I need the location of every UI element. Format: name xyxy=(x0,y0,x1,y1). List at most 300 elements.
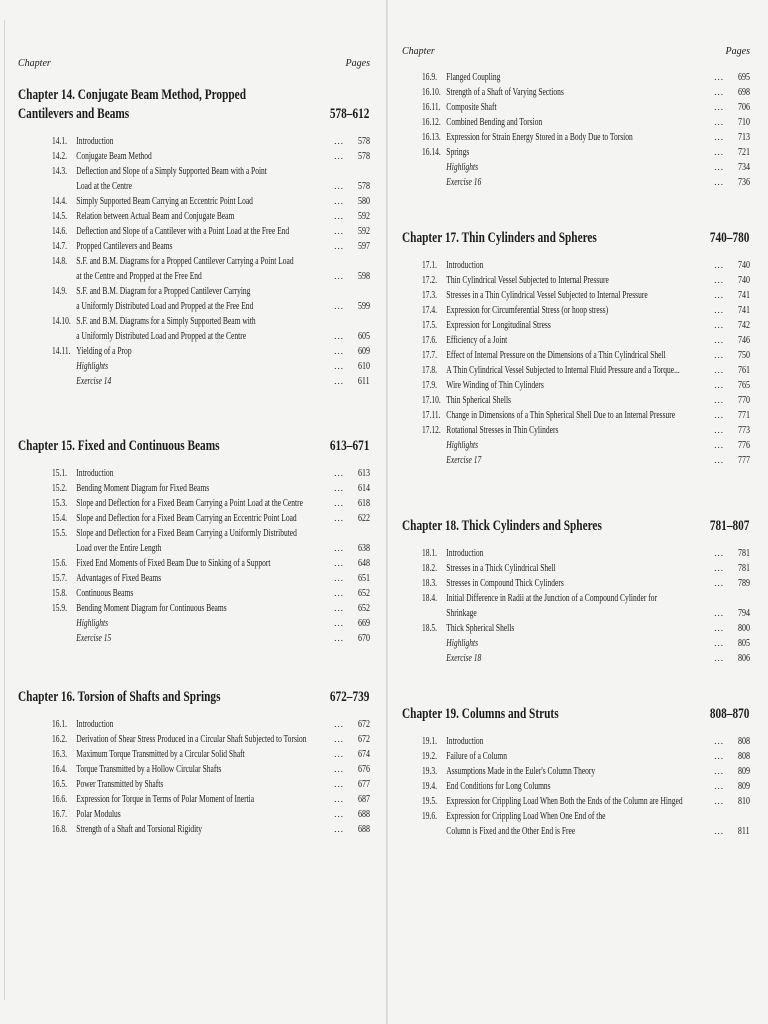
page-number: 800 xyxy=(738,623,750,634)
toc-entry xyxy=(52,556,370,571)
section-number: 16.4. xyxy=(52,764,68,775)
section-title: Effect of Internal Pressure on the Dimensions of a Thin Cylindrical Shell xyxy=(446,350,666,361)
toc-entry-text xyxy=(422,303,750,318)
section-number: 16.1. xyxy=(52,719,68,730)
chapter-block xyxy=(18,86,370,389)
page-number: 610 xyxy=(358,361,370,372)
toc-entry-text xyxy=(422,100,750,115)
chapter-label: Chapter xyxy=(402,46,435,57)
section-title: Exercise 15 xyxy=(76,633,112,644)
chapter-title: Chapter 17. Thin Cylinders and Spheres xyxy=(402,230,597,246)
leader-dots: ... xyxy=(714,781,724,791)
section-number: 15.7. xyxy=(52,573,68,584)
page-number: 761 xyxy=(738,365,750,376)
chapter-title: Chapter 15. Fixed and Continuous Beams xyxy=(18,438,220,454)
leader-dots: ... xyxy=(334,181,344,191)
chapter-page-range: 578–612 xyxy=(329,106,370,122)
leader-dots: ... xyxy=(334,241,344,251)
toc-entry xyxy=(52,807,370,822)
leader-dots: ... xyxy=(714,380,724,390)
toc-entry xyxy=(422,175,750,190)
toc-entry xyxy=(52,481,370,496)
toc-entry-text xyxy=(422,636,750,651)
toc-entry xyxy=(422,621,750,636)
toc-entry-text xyxy=(422,258,750,273)
page-number: 670 xyxy=(358,633,370,644)
toc-entry xyxy=(52,496,370,511)
toc-entry xyxy=(52,149,370,164)
leader-dots: ... xyxy=(714,162,724,172)
section-number: 18.1. xyxy=(422,548,438,559)
page-number: 578 xyxy=(358,151,370,162)
page-number: 611 xyxy=(358,376,370,387)
toc-entry xyxy=(422,453,750,468)
section-number: 19.6. xyxy=(422,811,438,822)
scan-edge xyxy=(4,20,5,1000)
page-number: 765 xyxy=(738,380,750,391)
page-number: 698 xyxy=(738,87,750,98)
toc-entry xyxy=(422,734,750,749)
leader-dots: ... xyxy=(714,102,724,112)
leader-dots: ... xyxy=(714,751,724,761)
page-number: 592 xyxy=(358,211,370,222)
toc-entry xyxy=(422,115,750,130)
section-number: 15.8. xyxy=(52,588,68,599)
toc-entry xyxy=(422,809,750,839)
section-title: Introduction xyxy=(76,468,114,479)
leader-dots: ... xyxy=(714,563,724,573)
section-title: Exercise 16 xyxy=(446,177,482,188)
page-number: 736 xyxy=(738,177,750,188)
leader-dots: ... xyxy=(334,779,344,789)
chapter-page-range: 613–671 xyxy=(329,438,370,454)
section-number: 19.5. xyxy=(422,796,438,807)
page-number: 677 xyxy=(358,779,370,790)
toc-entry-text xyxy=(422,749,750,764)
toc-entry-text xyxy=(52,732,370,747)
toc-entry xyxy=(52,601,370,616)
leader-dots: ... xyxy=(714,638,724,648)
toc-entry-text xyxy=(52,466,370,481)
toc-entry xyxy=(422,764,750,779)
leader-dots: ... xyxy=(334,603,344,613)
leader-dots: ... xyxy=(714,548,724,558)
section-title-continued: Column is Fixed and the Other End is Free xyxy=(446,826,576,837)
chapter-title: Chapter 14. Conjugate Beam Method, Propped Cantilevers and Beams xyxy=(18,87,246,122)
toc-entry-text xyxy=(422,453,750,468)
section-title: Conjugate Beam Method xyxy=(76,151,152,162)
section-title-continued: Shrinkage xyxy=(446,608,477,619)
toc-entry xyxy=(422,145,750,160)
page-number: 741 xyxy=(738,290,750,301)
section-title: Expression for Strain Energy Stored in a Body Due to Torsion xyxy=(446,132,633,143)
page-number: 713 xyxy=(738,132,750,143)
section-number: 17.2. xyxy=(422,275,438,286)
leader-dots: ... xyxy=(714,736,724,746)
toc-entry xyxy=(52,134,370,149)
section-number: 17.11. xyxy=(422,410,441,421)
section-title: Bending Moment Diagram for Continuous Beams xyxy=(76,603,227,614)
page-number: 578 xyxy=(358,136,370,147)
leader-dots: ... xyxy=(334,543,344,553)
section-number: 14.8. xyxy=(52,256,68,267)
section-title: Expression for Longitudinal Stress xyxy=(446,320,551,331)
page-number: 618 xyxy=(358,498,370,509)
toc-entry-text xyxy=(422,546,750,561)
page-number: 710 xyxy=(738,117,750,128)
toc-entry-text xyxy=(422,273,750,288)
section-title: Exercise 17 xyxy=(446,455,482,466)
section-number: 14.11. xyxy=(52,346,71,357)
section-list xyxy=(402,546,750,666)
leader-dots: ... xyxy=(334,719,344,729)
toc-entry xyxy=(422,546,750,561)
section-title: Exercise 14 xyxy=(76,376,112,387)
chapter-title: Chapter 19. Columns and Struts xyxy=(402,706,559,722)
leader-dots: ... xyxy=(714,425,724,435)
leader-dots: ... xyxy=(714,350,724,360)
toc-entry-text xyxy=(52,164,370,194)
section-title: Thick Spherical Shells xyxy=(446,623,515,634)
chapter-title: Chapter 16. Torsion of Shafts and Springs xyxy=(18,689,221,705)
leader-dots: ... xyxy=(334,271,344,281)
chapter-heading xyxy=(402,705,749,724)
toc-entry-text xyxy=(52,571,370,586)
leader-dots: ... xyxy=(334,588,344,598)
section-number: 17.6. xyxy=(422,335,438,346)
leader-dots: ... xyxy=(714,455,724,465)
leader-dots: ... xyxy=(334,809,344,819)
section-title: Assumptions Made in the Euler's Column Theory xyxy=(446,766,596,777)
section-title: Slope and Deflection for a Fixed Beam Carrying a Point Load at the Centre xyxy=(76,498,303,509)
section-number: 16.14. xyxy=(422,147,441,158)
toc-entry-text xyxy=(52,134,370,149)
toc-entry-text xyxy=(52,601,370,616)
leader-dots: ... xyxy=(714,766,724,776)
section-title: Yielding of a Prop xyxy=(76,346,132,357)
page-number: 773 xyxy=(738,425,750,436)
leader-dots: ... xyxy=(714,305,724,315)
page-number: 578 xyxy=(358,181,370,192)
toc-entry-text xyxy=(422,130,750,145)
section-title: Flanged Coupling xyxy=(446,72,501,83)
toc-entry-text xyxy=(422,115,750,130)
toc-entry-text xyxy=(422,779,750,794)
leader-dots: ... xyxy=(334,211,344,221)
page-number: 776 xyxy=(738,440,750,451)
section-title: Torque Transmitted by a Hollow Circular Shafts xyxy=(76,764,222,775)
section-title-continued: a Uniformly Distributed Load and Propped at the Free End xyxy=(76,301,254,312)
section-title: Simply Supported Beam Carrying an Eccentric Point Load xyxy=(76,196,253,207)
section-number: 18.4. xyxy=(422,593,438,604)
toc-entry-text xyxy=(52,717,370,732)
section-title-continued: Load at the Centre xyxy=(76,181,132,192)
page-number: 706 xyxy=(738,102,750,113)
leader-dots: ... xyxy=(334,136,344,146)
toc-entry xyxy=(52,284,370,314)
toc-entry xyxy=(52,777,370,792)
section-number: 16.3. xyxy=(52,749,68,760)
leader-dots: ... xyxy=(714,177,724,187)
page-number: 605 xyxy=(358,331,370,342)
leader-dots: ... xyxy=(334,151,344,161)
toc-entry-text xyxy=(422,561,750,576)
leader-dots: ... xyxy=(334,794,344,804)
toc-entry xyxy=(422,779,750,794)
toc-entry xyxy=(422,408,750,423)
toc-entry-text xyxy=(52,284,370,314)
page-number: 687 xyxy=(358,794,370,805)
section-list xyxy=(402,258,750,468)
section-number: 15.3. xyxy=(52,498,68,509)
section-title: Exercise 18 xyxy=(446,653,482,664)
toc-entry-text xyxy=(52,374,370,389)
leader-dots: ... xyxy=(714,132,724,142)
leader-dots: ... xyxy=(714,608,724,618)
leader-dots: ... xyxy=(334,734,344,744)
chapter-label: Chapter xyxy=(18,58,51,69)
page-number: 771 xyxy=(738,410,750,421)
toc-entry-text xyxy=(422,591,750,621)
toc-entry xyxy=(52,747,370,762)
page-number: 651 xyxy=(358,573,370,584)
toc-entry xyxy=(52,717,370,732)
leader-dots: ... xyxy=(714,290,724,300)
section-title: Introduction xyxy=(76,136,114,147)
toc-entry xyxy=(422,636,750,651)
section-number: 17.7. xyxy=(422,350,438,361)
page-number: 721 xyxy=(738,147,750,158)
section-number: 19.2. xyxy=(422,751,438,762)
toc-entry-text xyxy=(422,378,750,393)
toc-entry xyxy=(52,732,370,747)
section-number: 15.5. xyxy=(52,528,68,539)
section-title: Stresses in Compound Thick Cylinders xyxy=(446,578,564,589)
section-list xyxy=(402,734,750,839)
toc-entry-text xyxy=(52,631,370,646)
toc-entry-text xyxy=(422,393,750,408)
toc-entry-text xyxy=(422,363,750,378)
section-number: 14.4. xyxy=(52,196,68,207)
section-number: 17.4. xyxy=(422,305,438,316)
chapter-page-range: 781–807 xyxy=(709,518,750,534)
toc-entry xyxy=(52,511,370,526)
toc-entry xyxy=(422,591,750,621)
leader-dots: ... xyxy=(334,513,344,523)
toc-entry xyxy=(52,762,370,777)
column-header xyxy=(402,46,750,57)
leader-dots: ... xyxy=(714,365,724,375)
section-title: Highlights xyxy=(76,361,109,372)
section-title: Strength of a Shaft and Torsional Rigidity xyxy=(76,824,203,835)
toc-entry xyxy=(52,314,370,344)
page-number: 770 xyxy=(738,395,750,406)
left-page xyxy=(18,0,370,1024)
toc-entry-text xyxy=(52,359,370,374)
toc-entry xyxy=(52,359,370,374)
leader-dots: ... xyxy=(714,275,724,285)
toc-entry-text xyxy=(422,160,750,175)
book-gutter xyxy=(386,0,388,1024)
leader-dots: ... xyxy=(714,796,724,806)
section-title: Change in Dimensions of a Thin Spherical Shell Due to an Internal Pressure xyxy=(446,410,676,421)
page-number: 741 xyxy=(738,305,750,316)
section-number: 14.10. xyxy=(52,316,71,327)
section-number: 14.5. xyxy=(52,211,68,222)
section-number: 16.11. xyxy=(422,102,441,113)
toc-entry xyxy=(52,344,370,359)
toc-entry xyxy=(422,438,750,453)
toc-entry-text xyxy=(422,764,750,779)
toc-entry-text xyxy=(52,747,370,762)
leader-dots: ... xyxy=(714,826,724,836)
pages-label: Pages xyxy=(345,58,370,69)
toc-entry xyxy=(422,348,750,363)
leader-dots: ... xyxy=(334,226,344,236)
chapter-page-range: 672–739 xyxy=(329,689,370,705)
toc-entry xyxy=(422,576,750,591)
chapter-block xyxy=(18,437,370,646)
toc-entry xyxy=(52,164,370,194)
section-number: 14.9. xyxy=(52,286,68,297)
page-number: 740 xyxy=(738,260,750,271)
toc-entry xyxy=(422,70,750,85)
leader-dots: ... xyxy=(334,764,344,774)
section-number: 16.7. xyxy=(52,809,68,820)
toc-entry xyxy=(52,209,370,224)
leader-dots: ... xyxy=(334,749,344,759)
right-page xyxy=(402,0,750,1024)
chapter-block xyxy=(402,517,750,666)
chapter-heading xyxy=(402,229,749,248)
section-title: Stresses in a Thin Cylindrical Vessel Subjected to Internal Pressure xyxy=(446,290,648,301)
toc-entry xyxy=(52,239,370,254)
toc-entry xyxy=(422,160,750,175)
toc-entry xyxy=(52,571,370,586)
page-number: 811 xyxy=(738,826,750,837)
section-title: Introduction xyxy=(76,719,114,730)
section-title: Initial Difference in Radii at the Junction of a Compound Cylinder for xyxy=(446,593,657,604)
section-number: 14.3. xyxy=(52,166,68,177)
toc-entry-text xyxy=(422,734,750,749)
section-title: Stresses in a Thick Cylindrical Shell xyxy=(446,563,556,574)
section-title: Power Transmitted by Shafts xyxy=(76,779,164,790)
section-title: Relation between Actual Beam and Conjugate Beam xyxy=(76,211,235,222)
leader-dots: ... xyxy=(334,196,344,206)
page-number: 597 xyxy=(358,241,370,252)
toc-entry-text xyxy=(52,616,370,631)
toc-entry xyxy=(422,85,750,100)
page-number: 638 xyxy=(358,543,370,554)
section-title: A Thin Cylindrical Vessel Subjected to Internal Fluid Pressure and a Torque... xyxy=(446,365,680,376)
section-title: Highlights xyxy=(446,162,479,173)
toc-entry xyxy=(52,631,370,646)
toc-entry xyxy=(422,303,750,318)
section-title: Advantages of Fixed Beams xyxy=(76,573,162,584)
pages-label: Pages xyxy=(725,46,750,57)
chapter-heading xyxy=(18,688,369,707)
section-title: Highlights xyxy=(76,618,109,629)
toc-entry-text xyxy=(422,438,750,453)
leader-dots: ... xyxy=(334,376,344,386)
section-title: Introduction xyxy=(446,736,484,747)
toc-entry-text xyxy=(52,496,370,511)
toc-entry-text xyxy=(52,224,370,239)
section-title-continued: Load over the Entire Length xyxy=(76,543,162,554)
leader-dots: ... xyxy=(714,260,724,270)
toc-entry xyxy=(422,363,750,378)
page-number: 810 xyxy=(738,796,750,807)
leader-dots: ... xyxy=(334,361,344,371)
toc-entry xyxy=(422,333,750,348)
toc-entry-text xyxy=(52,556,370,571)
chapter-page-range: 740–780 xyxy=(709,230,750,246)
section-title: Deflection and Slope of a Cantilever with a Point Load at the Free End xyxy=(76,226,290,237)
toc-entry xyxy=(52,466,370,481)
section-number: 14.1. xyxy=(52,136,68,147)
toc-entry-text xyxy=(52,239,370,254)
toc-entry-text xyxy=(422,809,750,839)
chapter-page-range: 808–870 xyxy=(709,706,750,722)
page-number: 806 xyxy=(738,653,750,664)
toc-entry xyxy=(422,749,750,764)
toc-entry xyxy=(422,393,750,408)
toc-entry-text xyxy=(422,621,750,636)
leader-dots: ... xyxy=(714,653,724,663)
section-title: Failure of a Column xyxy=(446,751,507,762)
leader-dots: ... xyxy=(714,410,724,420)
toc-entry-text xyxy=(52,586,370,601)
toc-entry xyxy=(422,651,750,666)
page-number: 652 xyxy=(358,603,370,614)
page-number: 740 xyxy=(738,275,750,286)
leader-dots: ... xyxy=(714,87,724,97)
leader-dots: ... xyxy=(714,320,724,330)
leader-dots: ... xyxy=(334,558,344,568)
page-number: 734 xyxy=(738,162,750,173)
section-title-continued: a Uniformly Distributed Load and Propped at the Centre xyxy=(76,331,247,342)
page-number: 613 xyxy=(358,468,370,479)
leader-dots: ... xyxy=(714,72,724,82)
section-number: 17.8. xyxy=(422,365,438,376)
toc-entry-text xyxy=(52,822,370,837)
toc-entry-text xyxy=(422,318,750,333)
section-title: Deflection and Slope of a Simply Supported Beam with a Point xyxy=(76,166,267,177)
leader-dots: ... xyxy=(714,578,724,588)
toc-entry-text xyxy=(52,777,370,792)
page-number: 609 xyxy=(358,346,370,357)
section-title: Expression for Torque in Terms of Polar Moment of Inertia xyxy=(76,794,255,805)
toc-entry-text xyxy=(52,526,370,556)
section-title: Composite Shaft xyxy=(446,102,497,113)
section-number: 18.2. xyxy=(422,563,438,574)
toc-entry-text xyxy=(422,408,750,423)
chapter-title: Chapter 18. Thick Cylinders and Spheres xyxy=(402,518,602,534)
leader-dots: ... xyxy=(714,623,724,633)
section-number: 17.12. xyxy=(422,425,441,436)
page-number: 669 xyxy=(358,618,370,629)
toc-entry xyxy=(52,374,370,389)
section-title: Maximum Torque Transmitted by a Circular Solid Shaft xyxy=(76,749,245,760)
toc-entry xyxy=(52,224,370,239)
leader-dots: ... xyxy=(334,573,344,583)
leader-dots: ... xyxy=(334,633,344,643)
section-number: 19.4. xyxy=(422,781,438,792)
leader-dots: ... xyxy=(334,824,344,834)
leader-dots: ... xyxy=(334,331,344,341)
page-number: 652 xyxy=(358,588,370,599)
toc-entry xyxy=(422,100,750,115)
